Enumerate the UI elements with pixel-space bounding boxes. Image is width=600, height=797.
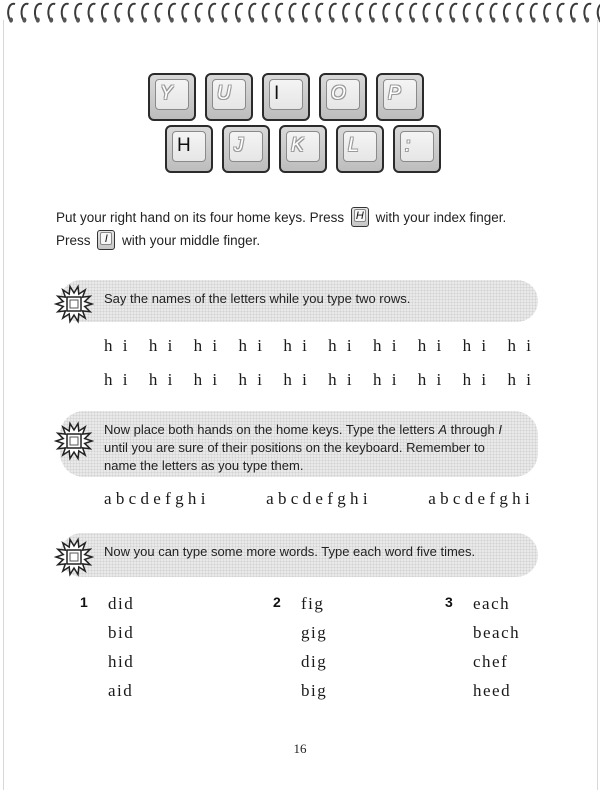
practice-pair: h i — [283, 370, 310, 389]
key-colon: : — [393, 125, 441, 173]
practice-word: beach — [473, 623, 521, 642]
key-u: U — [205, 73, 253, 121]
practice-pair: h i — [462, 336, 490, 355]
practice-row-1 — [104, 336, 534, 356]
starburst-icon — [54, 421, 94, 461]
practice-pair: h i — [417, 336, 445, 355]
practice-word: chef — [473, 652, 509, 671]
practice-pair: h i — [193, 336, 221, 355]
alphabet-sequence: abcdefghi — [266, 489, 372, 508]
practice-pair: h i — [372, 370, 400, 389]
practice-pair: h i — [417, 370, 445, 389]
practice-pair: h i — [507, 336, 534, 355]
exercise-3-callout — [60, 533, 538, 577]
practice-pair: h i — [193, 370, 221, 389]
practice-word: dig — [301, 652, 328, 671]
key-i: I — [262, 73, 310, 121]
key-j: J — [222, 125, 270, 173]
key-y: Y — [148, 73, 196, 121]
exercise-2-callout — [60, 411, 538, 477]
practice-pair: h i — [283, 336, 310, 355]
practice-pair: h i — [328, 370, 355, 389]
starburst-icon — [54, 284, 94, 324]
exercise-3-text: Now you can type some more words. Type each word five times. — [104, 544, 476, 559]
practice-pair: h i — [104, 370, 131, 389]
key-k: K — [279, 125, 327, 173]
practice-word: each — [473, 594, 511, 613]
alphabet-sequence-row — [104, 489, 534, 509]
practice-pair: h i — [328, 336, 355, 355]
practice-pair: h i — [104, 336, 131, 355]
key-h: H — [165, 125, 213, 173]
practice-pair: h i — [148, 336, 176, 355]
practice-word: did — [108, 594, 135, 613]
starburst-icon — [54, 537, 94, 577]
practice-pair: h i — [148, 370, 176, 389]
practice-pair: h i — [238, 336, 265, 355]
instruction-text: Put your right hand on its four home keys. Press H with your index finger. Press I with your middle finger. — [56, 206, 556, 252]
practice-row-2 — [104, 370, 534, 390]
page-number: 16 — [293, 741, 307, 756]
key-o: O — [319, 73, 367, 121]
practice-word: hid — [108, 652, 135, 671]
mini-key-h: H — [351, 207, 369, 227]
mini-key-i: I — [97, 230, 115, 250]
exercise-1-text: Say the names of the letters while you type two rows. — [104, 291, 411, 306]
practice-pair: h i — [462, 370, 490, 389]
alphabet-sequence: abcdefghi — [104, 489, 210, 508]
practice-word: heed — [473, 681, 512, 700]
exercise-2-text: Now place both hands on the home keys. Type the letters A through I until you are sure of their positions on the keyboard. Remember to name the letters as you type them. — [104, 422, 502, 473]
practice-pair: h i — [507, 370, 534, 389]
exercise-1-callout — [60, 280, 538, 322]
word-group-number: 1 — [80, 594, 88, 610]
key-l: L — [336, 125, 384, 173]
practice-word: big — [301, 681, 328, 700]
practice-pair: h i — [238, 370, 265, 389]
word-group-number: 3 — [445, 594, 453, 610]
practice-word: fig — [301, 594, 325, 613]
keyboard-illustration — [0, 0, 600, 200]
alphabet-sequence: abcdefghi — [428, 489, 534, 508]
practice-word: bid — [108, 623, 135, 642]
practice-pair: h i — [372, 336, 400, 355]
word-group-number: 2 — [273, 594, 281, 610]
practice-word: aid — [108, 681, 134, 700]
practice-word: gig — [301, 623, 328, 642]
key-p: P — [376, 73, 424, 121]
